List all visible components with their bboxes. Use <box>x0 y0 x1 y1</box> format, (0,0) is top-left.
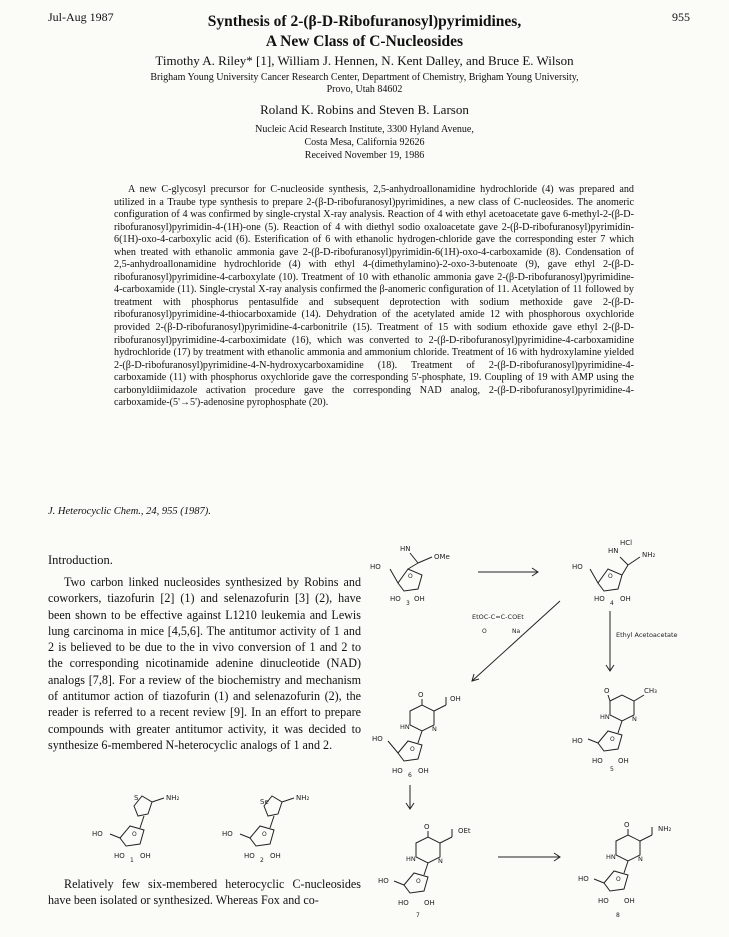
svg-text:OH: OH <box>424 899 435 907</box>
svg-text:HO: HO <box>370 563 381 571</box>
svg-text:OH: OH <box>618 757 629 765</box>
svg-text:O: O <box>616 876 621 883</box>
reagent-diethyl-sodio-oxaloacetate <box>472 613 524 635</box>
svg-text:O: O <box>604 687 610 695</box>
section-heading-introduction: Introduction. <box>48 553 113 567</box>
svg-text:HO: HO <box>378 877 389 885</box>
svg-text:HN: HN <box>606 853 616 861</box>
reagent-ethyl-acetoacetate: Ethyl Acetoacetate <box>616 631 678 639</box>
svg-text:EtOC-C=C-COEt: EtOC-C=C-COEt <box>472 613 524 621</box>
compound-6 <box>372 691 461 779</box>
svg-text:NH₂: NH₂ <box>642 551 656 559</box>
svg-text:4: 4 <box>610 600 614 607</box>
svg-text:HN: HN <box>600 713 610 721</box>
svg-text:O: O <box>610 736 615 743</box>
svg-text:OH: OH <box>620 595 631 603</box>
citation: J. Heterocyclic Chem., 24, 955 (1987). <box>48 506 211 517</box>
svg-text:O: O <box>262 831 267 838</box>
svg-text:OH: OH <box>450 695 461 703</box>
affiliation-1-line1: Brigham Young University Cancer Research Center, Department of Chemistry, Brigham Young University, <box>150 72 579 83</box>
svg-text:HO: HO <box>578 875 589 883</box>
svg-text:NH₂: NH₂ <box>166 794 180 802</box>
svg-text:O: O <box>416 878 421 885</box>
svg-text:6: 6 <box>408 772 412 779</box>
svg-text:N: N <box>632 715 637 723</box>
svg-text:O: O <box>418 691 424 699</box>
journal-date: Jul-Aug 1987 <box>48 10 114 24</box>
svg-text:Na: Na <box>512 628 521 635</box>
svg-text:7: 7 <box>416 912 420 919</box>
article-title-line1: Synthesis of 2-(β-D-Ribofuranosyl)pyrimidines, <box>207 13 522 30</box>
svg-text:5: 5 <box>610 766 614 773</box>
svg-text:HO: HO <box>222 830 233 838</box>
svg-text:O: O <box>608 573 613 580</box>
svg-text:OH: OH <box>624 897 635 905</box>
svg-text:8: 8 <box>616 912 620 919</box>
svg-text:1: 1 <box>130 857 134 864</box>
compound-7 <box>378 823 471 919</box>
svg-text:HO: HO <box>244 852 255 860</box>
author-list-2: Roland K. Robins and Steven B. Larson <box>260 102 469 117</box>
svg-text:N: N <box>638 855 643 863</box>
compound-2-selenazofurin <box>222 794 310 864</box>
compound-number: 3 <box>406 600 410 607</box>
svg-text:HCl: HCl <box>620 539 633 547</box>
svg-text:OH: OH <box>140 852 151 860</box>
affiliation-1-line2: Provo, Utah 84602 <box>326 84 403 95</box>
svg-text:HN: HN <box>608 547 619 555</box>
svg-text:OH: OH <box>270 852 281 860</box>
svg-text:O: O <box>624 821 630 829</box>
svg-text:O: O <box>424 823 430 831</box>
svg-text:O: O <box>132 831 137 838</box>
svg-text:N: N <box>432 725 437 733</box>
svg-text:O: O <box>408 573 413 580</box>
affiliation-2-line1: Nucleic Acid Research Institute, 3300 Hyland Avenue, <box>255 124 474 135</box>
svg-text:HO: HO <box>572 737 583 745</box>
compound-4 <box>572 539 656 607</box>
svg-text:O: O <box>410 746 415 753</box>
svg-text:CH₃: CH₃ <box>644 687 657 695</box>
svg-text:OH: OH <box>414 595 425 603</box>
page-number: 955 <box>672 10 690 24</box>
svg-text:HO: HO <box>114 852 125 860</box>
svg-text:NH₂: NH₂ <box>658 825 672 833</box>
article-title-line2: A New Class of C-Nucleosides <box>265 33 464 50</box>
introduction-paragraph: Two carbon linked nucleosides synthesized by Robins and coworkers, tiazofurin [2] (1) and selenazofurin [3] (2), have been shown to be effective against L1210 leukemia and Lewis lung carcinoma in mice [4,5,6]. The antitumor activity of 1 and 2 is believed to be due to the in vivo conversion of 1 and 2 to the corresponding nicotinamide adenine dinucleotide (NAD) analogs [7,8]. For a review of the biochemistry and mechanism of antitumor action of tiazofurin (1) and selenazofurin (2), the reader is referred to a recent review [9]. In an effort to prepare compounds with greater antitumor activity, it was decided to synthesize 6-membered N-heterocyclic analogs of 1 and 2. <box>48 575 361 752</box>
author-list-1: Timothy A. Riley* [1], William J. Hennen, N. Kent Dalley, and Bruce E. Wilson <box>155 53 574 68</box>
svg-text:S: S <box>134 794 139 802</box>
svg-text:NH₂: NH₂ <box>296 794 310 802</box>
svg-text:OMe: OMe <box>434 553 450 561</box>
svg-text:HO: HO <box>592 757 603 765</box>
svg-text:HO: HO <box>594 595 605 603</box>
svg-text:HN: HN <box>400 723 410 731</box>
svg-text:OEt: OEt <box>458 827 471 835</box>
svg-text:HO: HO <box>392 767 403 775</box>
svg-text:HO: HO <box>398 899 409 907</box>
svg-text:HO: HO <box>390 595 401 603</box>
compound-1-tiazofurin <box>92 794 180 864</box>
reaction-scheme <box>360 535 729 937</box>
compound-5 <box>572 687 657 773</box>
svg-text:HO: HO <box>598 897 609 905</box>
svg-text:HO: HO <box>572 563 583 571</box>
compound-8 <box>578 821 672 919</box>
svg-text:HO: HO <box>92 830 103 838</box>
svg-text:HO: HO <box>372 735 383 743</box>
svg-text:N: N <box>438 857 443 865</box>
structures-1-and-2 <box>90 788 350 868</box>
received-date: Received November 19, 1986 <box>304 150 425 161</box>
svg-text:HN: HN <box>400 545 411 553</box>
svg-text:OH: OH <box>418 767 429 775</box>
svg-text:HN: HN <box>406 855 416 863</box>
affiliation-2-line2: Costa Mesa, California 92626 <box>304 137 425 148</box>
body-paragraph-continued: Relatively few six-membered heterocyclic C-nucleosides have been isolated or synthesized. Whereas Fox and co- <box>48 877 361 908</box>
svg-text:Se: Se <box>260 798 269 806</box>
svg-text:O: O <box>482 628 487 635</box>
compound-3 <box>370 545 450 607</box>
svg-text:2: 2 <box>260 857 264 864</box>
abstract: A new C-glycosyl precursor for C-nucleoside synthesis, 2,5-anhydroallonamidine hydrochloride (4) was prepared and utilized in a Traube type synthesis to prepare 2-(β-D-ribofuranosyl)pyrimidines, a new class of C-nucleosides. The anomeric configuration of 4 was confirmed by single-crystal X-ray analysis. Reaction of 4 with ethyl acetoacetate gave 6-methyl-2-(β-D-ribofuranosyl)pyrimidin-4-(1H)-one (5). Reaction of 4 with diethyl sodio oxaloacetate gave 2-(β-D-ribofuranosyl)pyrimidin-6(1H)-oxo-4-carboxylic acid (6). Esterification of 6 with ethanolic hydrogen-chloride gave the corresponding ester 7 which when treated with ethanolic ammonia gave 2-(β-D-ribofuranosyl)pyrimidin-6(1H)-oxo-4-carboxamide (8). Condensation of 2,5-anhydroallonamidine hydrochloride (4) with ethyl 4-(dimethylamino)-2-oxo-3-butenoate (9), gave ethyl 2-(β-D-ribofuranosyl)pyrimidine-4-carboxylate (10). Treatment of 10 with ethanolic ammonia gave 2-(β-D-ribofuranosyl)pyrimidine-4-carboxamide (11). Single-crystal X-ray analysis confirmed the β-anomeric configuration of 11. Acetylation of 11 followed by treatment with phosphorus pentasulfide and subsequent deprotection with sodium methoxide gave 2-(β-D-ribofuranosyl)pyrimidine-4-thiocarboxamide (14). Dehydration of the acetylated amide 12 with phosphorous oxychloride provided 2-(β-D-ribofuranosyl)pyrimidine-4-carbonitrile (15). Treatment of 15 with sodium ethoxide gave ethyl 2-(β-D-ribofuranosyl)pyrimidine-4-carboximidate (16), which was converted to 2-(β-D-ribofuranosyl)pyrimidine-4-carboxamidine hydrochloride (17) by treatment with ethanolic ammonia and ammonium chloride. Treatment of 16 with hydroxylamine yielded 2-(β-D-ribofuranosyl)pyrimidine-4-N-hydroxycarboxamidine (18). Treatment of 2-(β-D-ribofuranosyl)pyrimidine-4-carboxamide (11) with phosphorus oxychloride gave the corresponding 5'-phosphate, 19. Coupling of 19 with AMP using the carbonyldiimidazole activation procedure gave the corresponding NAD analog, 2-(β-D-ribofuranosyl)pyrimidine-4-carboxamide-(5'→5')-adenosine pyrophosphate (20). <box>114 184 634 409</box>
